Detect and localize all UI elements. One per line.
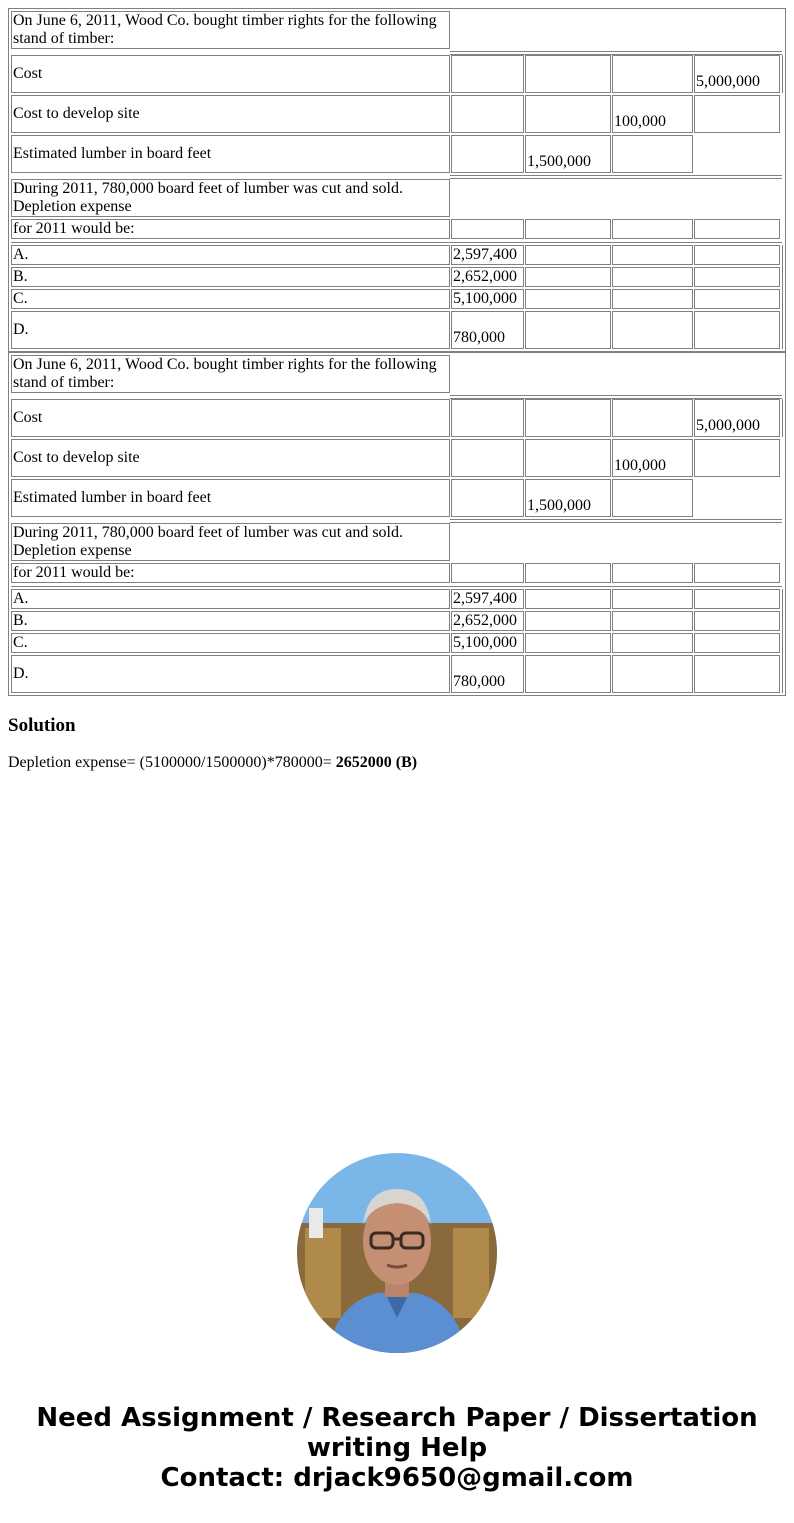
option-label: A. [11,245,450,265]
solution-answer: 2652000 (B) [335,754,418,771]
develop-value: 100,000 [612,439,693,477]
option-value: 5,100,000 [451,633,524,653]
question-table-1 [8,8,786,352]
option-label: B. [11,267,450,287]
avatar [297,1153,497,1353]
option-value: 5,100,000 [451,289,524,309]
option-value: 2,597,400 [451,245,524,265]
tutor-portrait [297,1153,497,1353]
contact-line: Contact: drjack9650@gmail.com [160,1463,634,1493]
option-label: C. [11,289,450,309]
option-value: 780,000 [451,655,524,693]
option-value: 2,597,400 [451,589,524,609]
lumber-label: Estimated lumber in board feet [11,479,450,517]
solution-formula: Depletion expense= (5100000/1500000)*780000= [8,754,336,771]
cost-value: 5,000,000 [694,55,780,93]
during-text: During 2011, 780,000 board feet of lumber was cut and sold. Depletion expense [11,179,450,217]
intro-text: On June 6, 2011, Wood Co. bought timber rights for the following stand of timber: [11,11,450,49]
during-text: During 2011, 780,000 board feet of lumber was cut and sold. Depletion expense [11,523,450,561]
for-year-text: for 2011 would be: [11,219,450,239]
promo-line: writing Help [306,1433,488,1463]
option-value: 2,652,000 [451,267,524,287]
promo-line: Need Assignment / Research Paper / Dissertation [36,1403,758,1433]
solution-text [8,754,417,772]
option-label: D. [11,311,450,349]
lumber-value: 1,500,000 [525,135,611,173]
promo-text [0,1403,794,1493]
cost-label: Cost [11,399,450,437]
option-value: 780,000 [451,311,524,349]
option-label: A. [11,589,450,609]
option-value: 2,652,000 [451,611,524,631]
intro-text: On June 6, 2011, Wood Co. bought timber rights for the following stand of timber: [11,355,450,393]
develop-label: Cost to develop site [11,95,450,133]
option-label: B. [11,611,450,631]
lumber-value: 1,500,000 [525,479,611,517]
develop-label: Cost to develop site [11,439,450,477]
solution-heading: Solution [8,715,76,736]
question-table-2 [8,352,786,696]
for-year-text: for 2011 would be: [11,563,450,583]
cost-value: 5,000,000 [694,399,780,437]
develop-value: 100,000 [612,95,693,133]
lumber-label: Estimated lumber in board feet [11,135,450,173]
option-label: C. [11,633,450,653]
option-label: D. [11,655,450,693]
cost-label: Cost [11,55,450,93]
